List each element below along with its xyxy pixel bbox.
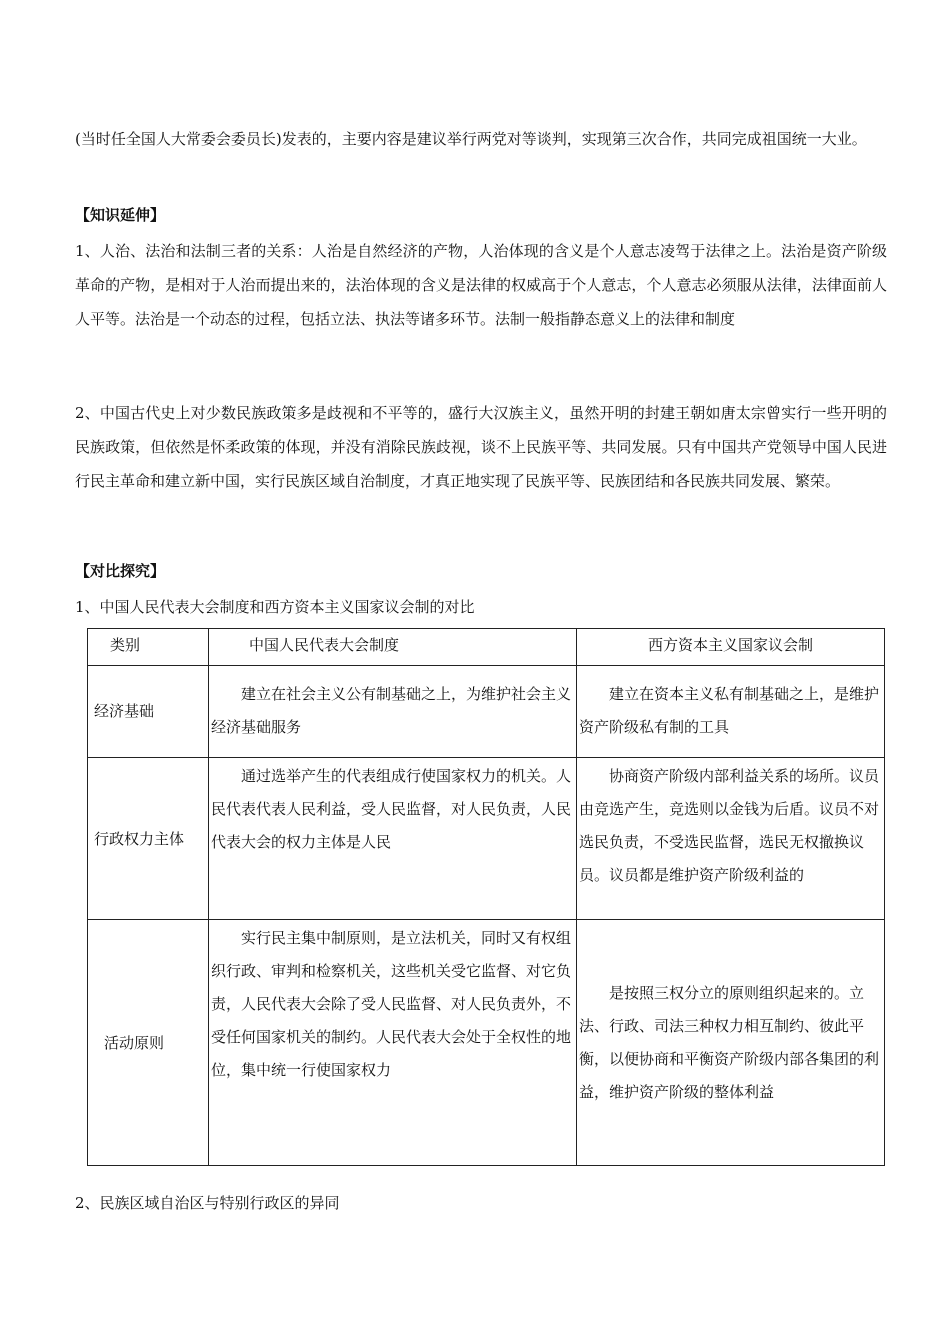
extension-item-2: 2、中国古代史上对少数民族政策多是歧视和不平等的，盛行大汉族主义，虽然开明的封建王朝如唐太宗曾实行一些开明的民族政策，但依然是怀柔政策的体现，并没有消除民族歧视，谈不上民族平等、共同发展。只有中国共产党领导中国人民进行民主革命和建立新中国，实行民族区域自治制度，才真正地实现了民族平等、民族团结和各民族共同发展、繁荣。 (75, 404, 887, 490)
row-category: 经济基础 (88, 666, 209, 758)
extension-heading: 【知识延伸】 (75, 206, 166, 224)
header-category: 类别 (88, 629, 209, 666)
header-west: 西方资本主义国家议会制 (577, 629, 885, 666)
row-category: 活动原则 (88, 920, 209, 1166)
comparison-heading: 【对比探究】 (75, 562, 166, 580)
intro-paragraph: (当时任全国人大常委会委员长)发表的，主要内容是建议举行两党对等谈判，实现第三次合作，共同完成祖国统一大业。 (75, 130, 867, 148)
comparison-title-2: 2、民族区域自治区与特别行政区的异同 (75, 1194, 340, 1212)
row-china-cell: 实行民主集中制原则，是立法机关，同时又有权组织行政、审判和检察机关，这些机关受它监督、对它负责，人民代表大会除了受人民监督、对人民负责外，不受任何国家机关的制约。人民代表大会处于全权性的地位，集中统一行使国家权力 (209, 920, 577, 1166)
table-row (88, 666, 885, 758)
extension-item-1: 1、人治、法治和法制三者的关系：人治是自然经济的产物，人治体现的含义是个人意志凌驾于法律之上。法治是资产阶级革命的产物，是相对于人治而提出来的，法治体现的含义是法律的权威高于个人意志，个人意志必须服从法律，法律面前人人平等。法治是一个动态的过程，包括立法、执法等诸多环节。法制一般指静态意义上的法律和制度 (75, 242, 887, 328)
row-west-cell: 是按照三权分立的原则组织起来的。立法、行政、司法三种权力相互制约、彼此平衡，以便协商和平衡资产阶级内部各集团的利益，维护资产阶级的整体利益 (577, 920, 885, 1166)
row-west-cell: 协商资产阶级内部利益关系的场所。议员由竞选产生，竞选则以金钱为后盾。议员不对选民负责，不受选民监督，选民无权撤换议员。议员都是维护资产阶级利益的 (577, 758, 885, 920)
header-china: 中国人民代表大会制度 (209, 629, 577, 666)
row-category: 行政权力主体 (88, 758, 209, 920)
row-china-cell: 通过选举产生的代表组成行使国家权力的机关。人民代表代表人民利益，受人民监督，对人民负责，人民代表大会的权力主体是人民 (209, 758, 577, 920)
table-header-row (88, 629, 885, 666)
comparison-title-1: 1、中国人民代表大会制度和西方资本主义国家议会制的对比 (75, 598, 475, 616)
table-row (88, 920, 885, 1166)
row-west-cell: 建立在资本主义私有制基础之上，是维护资产阶级私有制的工具 (577, 666, 885, 758)
comparison-table (87, 628, 885, 1166)
table-row (88, 758, 885, 920)
row-china-cell: 建立在社会主义公有制基础之上，为维护社会主义经济基础服务 (209, 666, 577, 758)
